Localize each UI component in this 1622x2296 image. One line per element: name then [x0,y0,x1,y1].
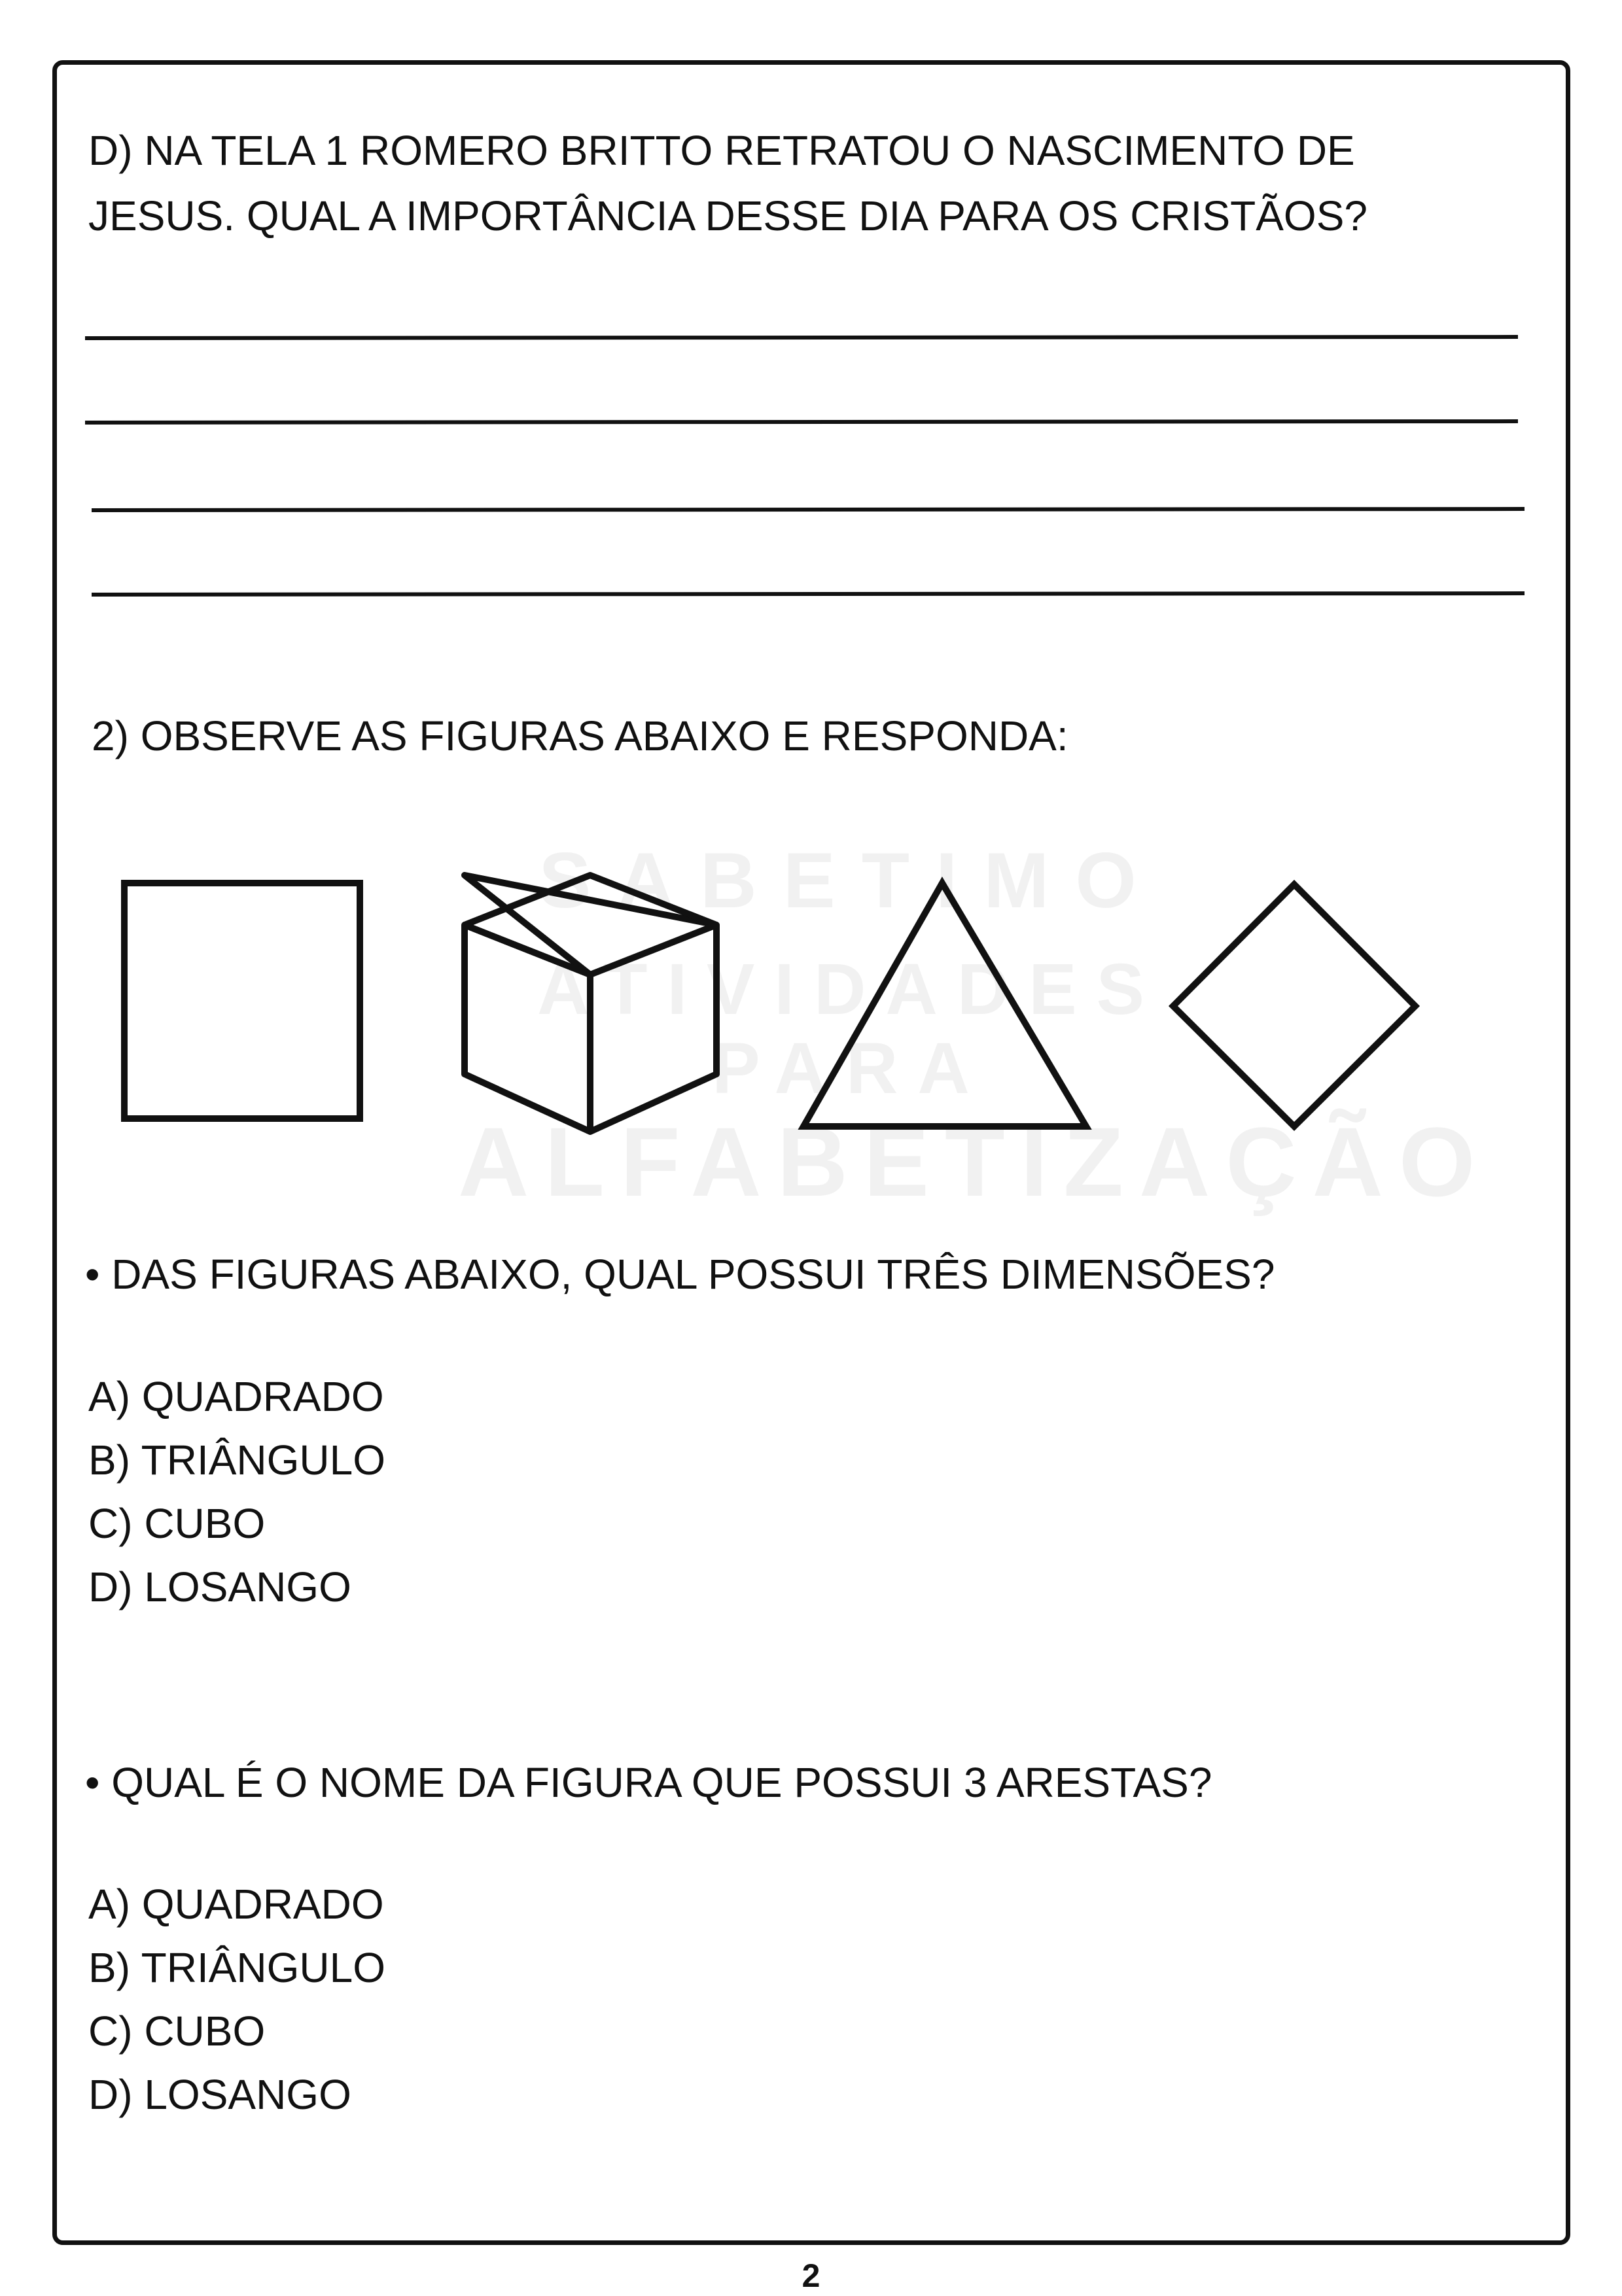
sub-question-2-prompt: • QUAL É O NOME DA FIGURA QUE POSSUI 3 ARESTAS? [85,1759,1212,1806]
sub-question-1-option-b[interactable]: B) TRIÂNGULO [88,1436,385,1484]
sub-question-2-option-d[interactable]: D) LOSANGO [88,2071,351,2118]
watermark-mid-text: ATIVIDADES PARA [537,949,1164,1109]
question-d-line-2: JESUS. QUAL A IMPORTÂNCIA DESSE DIA PARA OS CRISTÃOS? [88,192,1367,239]
sub-question-1-option-d[interactable]: D) LOSANGO [88,1563,351,1610]
square-icon [124,883,360,1119]
diamond-icon [1173,884,1415,1126]
shapes-figure [105,850,1439,1151]
sub-question-2-option-c[interactable]: C) CUBO [88,2008,266,2055]
question-2-title: 2) OBSERVE AS FIGURAS ABAIXO E RESPONDA: [92,712,1068,759]
question-d-line-1: D) NA TELA 1 ROMERO BRITTO RETRATOU O NASCIMENTO DE [88,127,1355,174]
sub-question-2-option-b[interactable]: B) TRIÂNGULO [88,1944,385,1991]
sub-question-1-option-a[interactable]: A) QUADRADO [88,1373,384,1420]
cube-icon [465,875,716,1132]
sub-question-1-prompt: • DAS FIGURAS ABAIXO, QUAL POSSUI TRÊS DIMENSÕES? [85,1251,1275,1298]
triangle-icon [803,883,1086,1126]
page-number: 2 [802,2257,820,2294]
sub-question-1-option-c[interactable]: C) CUBO [88,1500,266,1547]
watermark-top-text: SABETIMO [538,837,1163,924]
watermark-bottom-text: ALFABETIZAÇÃO [458,1107,1491,1217]
sub-question-2-option-a[interactable]: A) QUADRADO [88,1881,384,1928]
